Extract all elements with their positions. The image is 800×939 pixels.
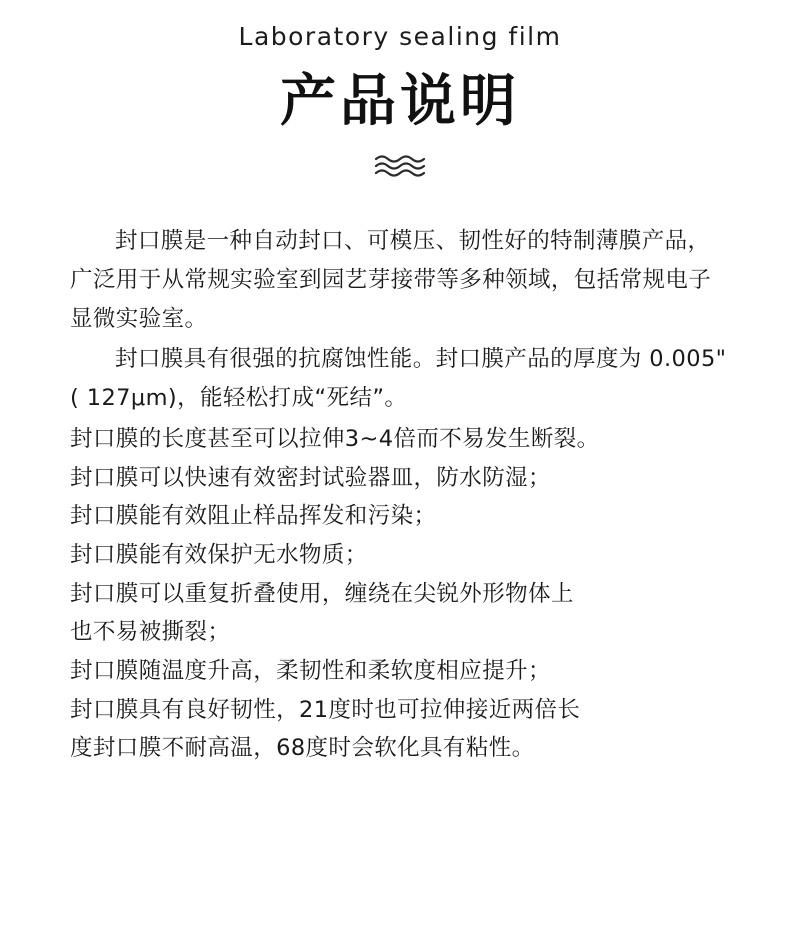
feature-line-temperature: 封口膜随温度升高，柔韧性和柔软度相应提升；	[70, 657, 551, 684]
wave-divider-icon	[0, 152, 800, 182]
paragraph-intro: 封口膜是一种自动封口、可模压、韧性好的特制薄膜产品，广泛用于从常规实验室到园艺芽接带等多种领域，包括常规电子显微实验室。	[70, 228, 712, 332]
feature-line-toughness-2: 度封口膜不耐高温，68度时会软化具有粘性。	[70, 735, 535, 762]
page-header	[0, 0, 800, 182]
description-body	[70, 222, 730, 768]
subtitle-english: Laboratory sealing film	[238, 22, 562, 51]
feature-line-stretch: 封口膜的长度甚至可以拉伸3~4倍而不易发生断裂。	[70, 425, 600, 452]
page-title: 产品说明	[280, 69, 520, 134]
feature-line-evaporation: 封口膜能有效阻止样品挥发和污染；	[70, 503, 437, 530]
feature-line-folding-2: 也不易被撕裂；	[70, 619, 231, 646]
feature-line-folding-1: 封口膜可以重复折叠使用，缠绕在尖锐外形物体上	[70, 580, 574, 607]
feature-line-anhydrous: 封口膜能有效保护无水物质；	[70, 541, 368, 568]
feature-line-sealing: 封口膜可以快速有效密封试验器皿，防水防湿；	[70, 464, 551, 491]
feature-line-toughness-1: 封口膜具有良好韧性，21度时也可拉伸接近两倍长	[70, 696, 581, 723]
paragraph-thickness: 封口膜具有很强的抗腐蚀性能。封口膜产品的厚度为 0.005"( 127μm)，能轻松打成“死结”。	[70, 346, 727, 412]
